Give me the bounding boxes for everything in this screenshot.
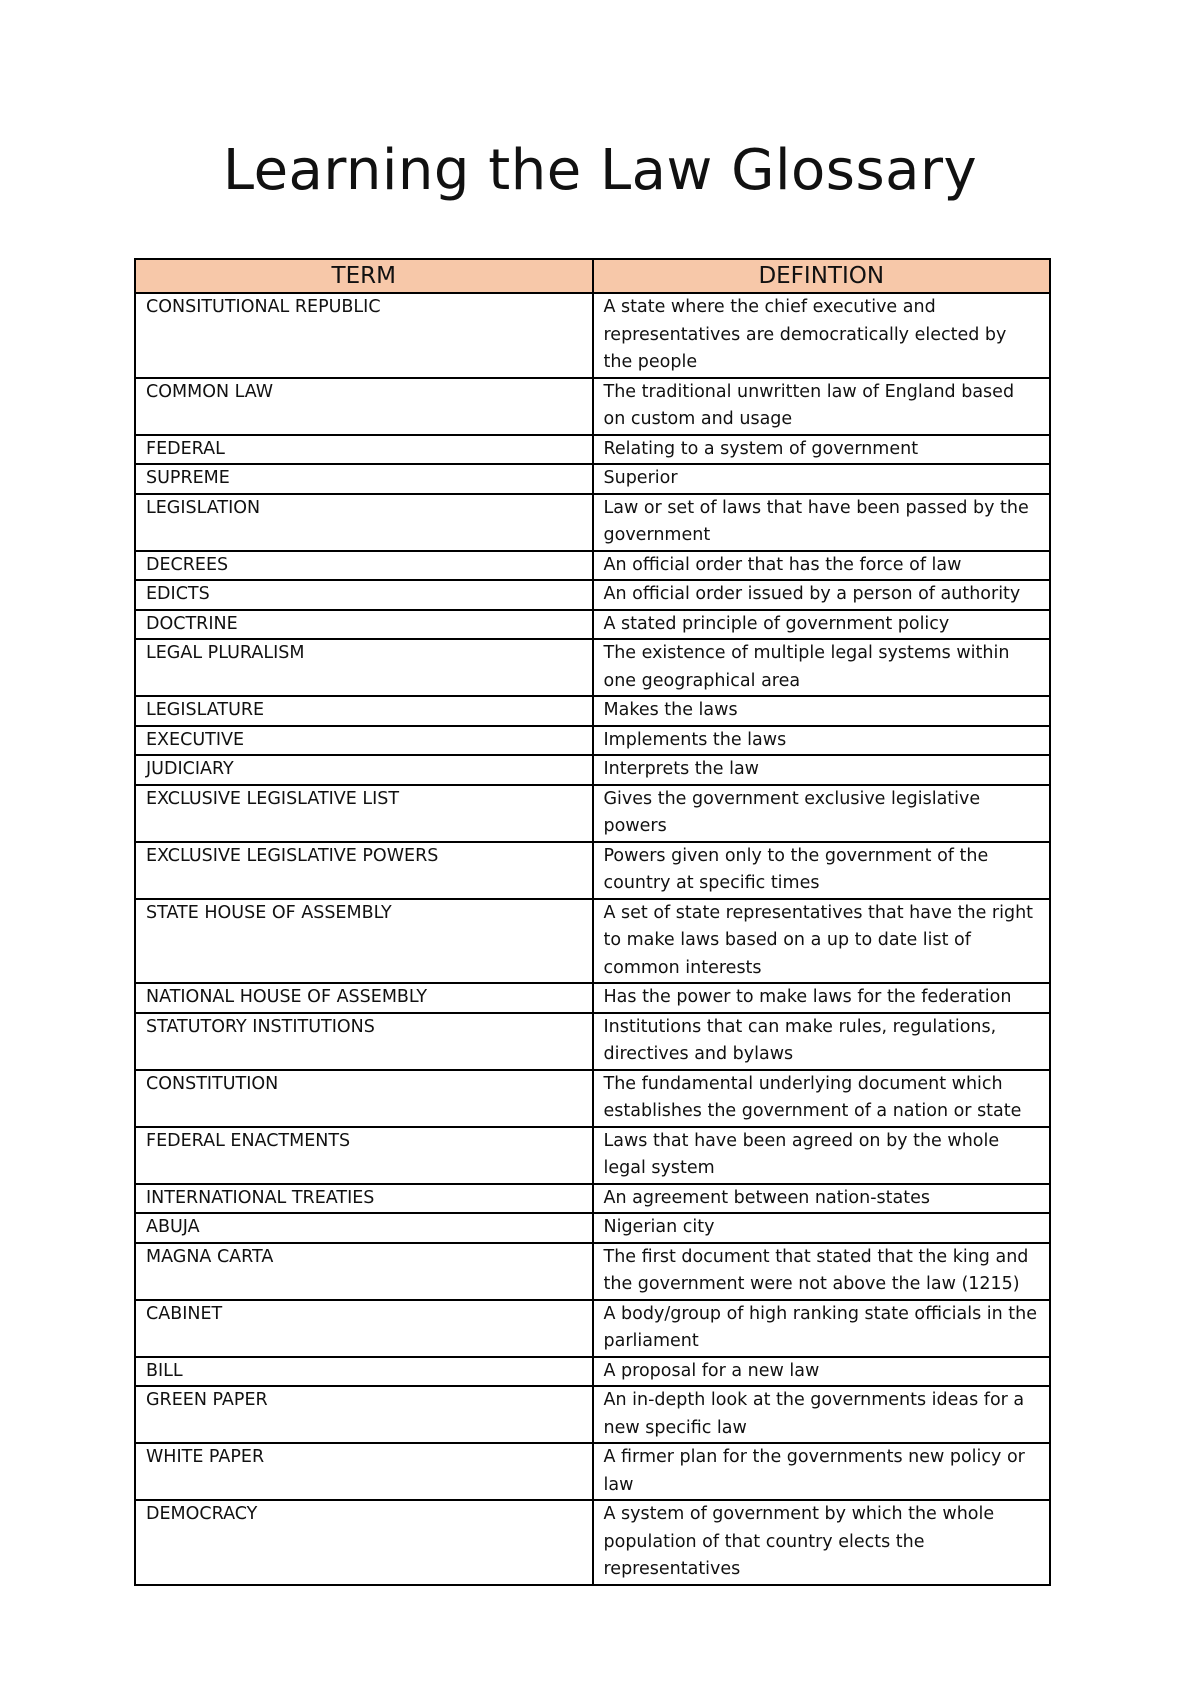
- term-cell: CONSITUTIONAL REPUBLIC: [135, 293, 593, 378]
- definition-cell: The existence of multiple legal systems within one geographical area: [593, 639, 1051, 696]
- table-row: [135, 551, 1050, 581]
- definition-cell: A set of state representatives that have the right to make laws based on a up to date list of common interests: [593, 899, 1051, 984]
- glossary-body: [135, 293, 1050, 1585]
- term-cell: DECREES: [135, 551, 593, 581]
- definition-cell: A proposal for a new law: [593, 1357, 1051, 1387]
- definition-cell: A state where the chief executive and representatives are democratically elected by the people: [593, 293, 1051, 378]
- definition-cell: Gives the government exclusive legislative powers: [593, 785, 1051, 842]
- table-row: [135, 580, 1050, 610]
- definition-cell: Makes the laws: [593, 696, 1051, 726]
- term-cell: ABUJA: [135, 1213, 593, 1243]
- definition-cell: A firmer plan for the governments new policy or law: [593, 1443, 1051, 1500]
- definition-cell: An official order that has the force of law: [593, 551, 1051, 581]
- table-row: [135, 1500, 1050, 1585]
- table-row: [135, 435, 1050, 465]
- definition-cell: Superior: [593, 464, 1051, 494]
- definition-cell: The first document that stated that the king and the government were not above the law (1215): [593, 1243, 1051, 1300]
- term-cell: EXCLUSIVE LEGISLATIVE POWERS: [135, 842, 593, 899]
- table-row: [135, 755, 1050, 785]
- table-row: [135, 1243, 1050, 1300]
- definition-cell: Interprets the law: [593, 755, 1051, 785]
- term-cell: DOCTRINE: [135, 610, 593, 640]
- definition-cell: Relating to a system of government: [593, 435, 1051, 465]
- table-row: [135, 494, 1050, 551]
- definition-cell: Nigerian city: [593, 1213, 1051, 1243]
- definition-cell: The fundamental underlying document which establishes the government of a nation or state: [593, 1070, 1051, 1127]
- term-cell: MAGNA CARTA: [135, 1243, 593, 1300]
- term-cell: EXECUTIVE: [135, 726, 593, 756]
- term-column-header: TERM: [135, 259, 593, 293]
- table-row: [135, 1184, 1050, 1214]
- table-row: [135, 1357, 1050, 1387]
- term-cell: STATE HOUSE OF ASSEMBLY: [135, 899, 593, 984]
- term-cell: BILL: [135, 1357, 593, 1387]
- term-cell: EXCLUSIVE LEGISLATIVE LIST: [135, 785, 593, 842]
- term-cell: SUPREME: [135, 464, 593, 494]
- table-row: [135, 983, 1050, 1013]
- definition-cell: Implements the laws: [593, 726, 1051, 756]
- table-row: [135, 639, 1050, 696]
- table-header-row: [135, 259, 1050, 293]
- definition-cell: A system of government by which the whole population of that country elects the representatives: [593, 1500, 1051, 1585]
- term-cell: COMMON LAW: [135, 378, 593, 435]
- table-row: [135, 1127, 1050, 1184]
- term-cell: LEGISLATURE: [135, 696, 593, 726]
- definition-cell: Institutions that can make rules, regulations, directives and bylaws: [593, 1013, 1051, 1070]
- table-row: [135, 726, 1050, 756]
- definition-cell: A body/group of high ranking state officials in the parliament: [593, 1300, 1051, 1357]
- term-cell: LEGISLATION: [135, 494, 593, 551]
- definition-cell: An in-depth look at the governments ideas for a new specific law: [593, 1386, 1051, 1443]
- table-row: [135, 1443, 1050, 1500]
- term-cell: GREEN PAPER: [135, 1386, 593, 1443]
- term-cell: LEGAL PLURALISM: [135, 639, 593, 696]
- term-cell: INTERNATIONAL TREATIES: [135, 1184, 593, 1214]
- definition-cell: Has the power to make laws for the federation: [593, 983, 1051, 1013]
- definition-cell: The traditional unwritten law of England based on custom and usage: [593, 378, 1051, 435]
- term-cell: WHITE PAPER: [135, 1443, 593, 1500]
- table-row: [135, 1386, 1050, 1443]
- definition-cell: Laws that have been agreed on by the whole legal system: [593, 1127, 1051, 1184]
- glossary-table: [134, 258, 1051, 1586]
- table-row: [135, 785, 1050, 842]
- term-cell: CONSTITUTION: [135, 1070, 593, 1127]
- term-cell: EDICTS: [135, 580, 593, 610]
- table-row: [135, 378, 1050, 435]
- table-row: [135, 293, 1050, 378]
- term-cell: DEMOCRACY: [135, 1500, 593, 1585]
- table-row: [135, 842, 1050, 899]
- term-cell: CABINET: [135, 1300, 593, 1357]
- definition-cell: Powers given only to the government of the country at specific times: [593, 842, 1051, 899]
- definition-cell: An official order issued by a person of authority: [593, 580, 1051, 610]
- table-row: [135, 610, 1050, 640]
- term-cell: JUDICIARY: [135, 755, 593, 785]
- table-row: [135, 1013, 1050, 1070]
- table-row: [135, 1070, 1050, 1127]
- table-row: [135, 1300, 1050, 1357]
- definition-column-header: DEFINTION: [593, 259, 1051, 293]
- term-cell: FEDERAL ENACTMENTS: [135, 1127, 593, 1184]
- term-cell: NATIONAL HOUSE OF ASSEMBLY: [135, 983, 593, 1013]
- table-row: [135, 899, 1050, 984]
- definition-cell: An agreement between nation-states: [593, 1184, 1051, 1214]
- table-row: [135, 696, 1050, 726]
- table-row: [135, 1213, 1050, 1243]
- term-cell: FEDERAL: [135, 435, 593, 465]
- definition-cell: A stated principle of government policy: [593, 610, 1051, 640]
- page-title: Learning the Law Glossary: [222, 138, 978, 203]
- table-row: [135, 464, 1050, 494]
- definition-cell: Law or set of laws that have been passed by the government: [593, 494, 1051, 551]
- term-cell: STATUTORY INSTITUTIONS: [135, 1013, 593, 1070]
